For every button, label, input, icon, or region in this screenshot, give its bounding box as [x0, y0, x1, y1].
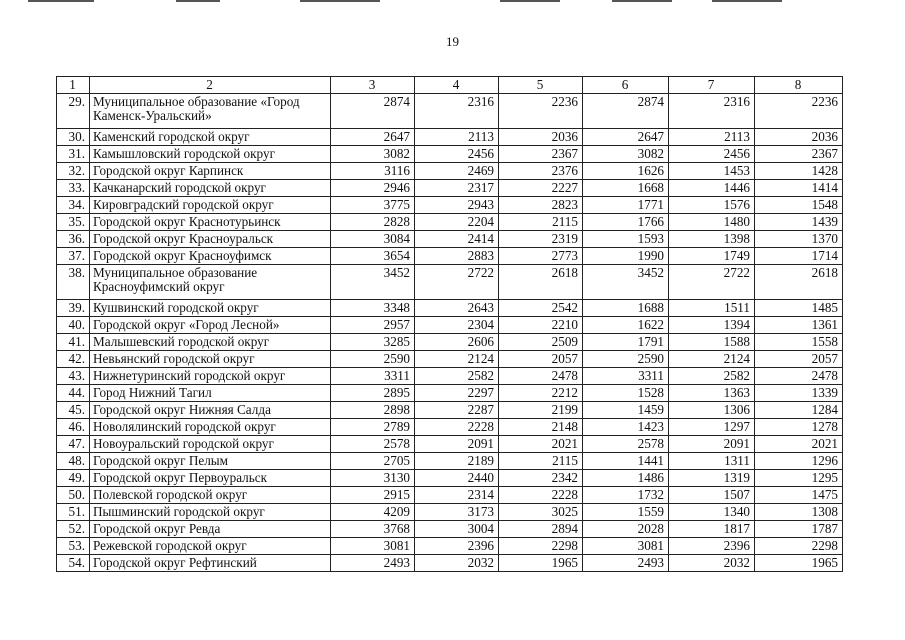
value-cell: 2228 — [415, 419, 499, 436]
value-cell: 2376 — [499, 163, 583, 180]
municipality-name: Городской округ Красноуральск — [90, 231, 331, 248]
value-cell: 1732 — [583, 487, 669, 504]
value-cell: 2590 — [583, 351, 669, 368]
row-number: 31. — [57, 146, 90, 163]
value-cell: 2287 — [415, 402, 499, 419]
value-cell: 1626 — [583, 163, 669, 180]
value-cell: 2789 — [331, 419, 415, 436]
value-cell: 3082 — [583, 146, 669, 163]
row-number: 34. — [57, 197, 90, 214]
value-cell: 2469 — [415, 163, 499, 180]
value-cell: 2396 — [669, 538, 755, 555]
row-number: 32. — [57, 163, 90, 180]
municipality-name: Новолялинский городской округ — [90, 419, 331, 436]
value-cell: 3082 — [331, 146, 415, 163]
value-cell: 1990 — [583, 248, 669, 265]
value-cell: 1688 — [583, 300, 669, 317]
table-row — [57, 248, 843, 265]
value-cell: 2618 — [499, 265, 583, 300]
table-row — [57, 487, 843, 504]
table-row — [57, 334, 843, 351]
municipality-name: Городской округ Рефтинский — [90, 555, 331, 572]
value-cell: 2414 — [415, 231, 499, 248]
table-row — [57, 146, 843, 163]
table-row — [57, 402, 843, 419]
value-cell: 2204 — [415, 214, 499, 231]
table-row — [57, 555, 843, 572]
value-cell: 1965 — [499, 555, 583, 572]
value-cell: 2957 — [331, 317, 415, 334]
value-cell: 2456 — [669, 146, 755, 163]
row-number: 51. — [57, 504, 90, 521]
table-row — [57, 504, 843, 521]
municipality-name: Город Нижний Тагил — [90, 385, 331, 402]
value-cell: 1485 — [755, 300, 843, 317]
value-cell: 3173 — [415, 504, 499, 521]
value-cell: 3285 — [331, 334, 415, 351]
value-cell: 1446 — [669, 180, 755, 197]
municipality-name: Городской округ «Город Лесной» — [90, 317, 331, 334]
value-cell: 2898 — [331, 402, 415, 419]
value-cell: 2113 — [669, 129, 755, 146]
table-row — [57, 368, 843, 385]
value-cell: 1295 — [755, 470, 843, 487]
value-cell: 2722 — [415, 265, 499, 300]
row-number: 35. — [57, 214, 90, 231]
column-header: 7 — [669, 77, 755, 94]
value-cell: 2057 — [499, 351, 583, 368]
municipality-name: Новоуральский городской округ — [90, 436, 331, 453]
value-cell: 2298 — [499, 538, 583, 555]
municipality-name: Нижнетуринский городской округ — [90, 368, 331, 385]
value-cell: 1308 — [755, 504, 843, 521]
table-row — [57, 419, 843, 436]
value-cell: 1475 — [755, 487, 843, 504]
value-cell: 2915 — [331, 487, 415, 504]
value-cell: 2316 — [415, 94, 499, 129]
row-number: 29. — [57, 94, 90, 129]
value-cell: 3654 — [331, 248, 415, 265]
value-cell: 3452 — [331, 265, 415, 300]
value-cell: 3348 — [331, 300, 415, 317]
value-cell: 2367 — [499, 146, 583, 163]
table-row — [57, 231, 843, 248]
municipality-name: Качканарский городской округ — [90, 180, 331, 197]
value-cell: 2297 — [415, 385, 499, 402]
column-header: 8 — [755, 77, 843, 94]
value-cell: 1363 — [669, 385, 755, 402]
value-cell: 1361 — [755, 317, 843, 334]
value-cell: 3116 — [331, 163, 415, 180]
value-cell: 2124 — [415, 351, 499, 368]
table-row — [57, 163, 843, 180]
value-cell: 1507 — [669, 487, 755, 504]
row-number: 40. — [57, 317, 90, 334]
row-number: 47. — [57, 436, 90, 453]
table-row — [57, 129, 843, 146]
row-number: 42. — [57, 351, 90, 368]
table-row — [57, 180, 843, 197]
row-number: 41. — [57, 334, 90, 351]
value-cell: 2874 — [583, 94, 669, 129]
column-header: 1 — [57, 77, 90, 94]
value-cell: 1480 — [669, 214, 755, 231]
value-cell: 1339 — [755, 385, 843, 402]
row-number: 37. — [57, 248, 90, 265]
row-number: 45. — [57, 402, 90, 419]
table-row — [57, 300, 843, 317]
municipality-name: Полевской городской округ — [90, 487, 331, 504]
value-cell: 2478 — [755, 368, 843, 385]
value-cell: 3768 — [331, 521, 415, 538]
municipality-name: Муниципальное образование Красноуфимский округ — [90, 265, 331, 300]
value-cell: 2943 — [415, 197, 499, 214]
value-cell: 2091 — [669, 436, 755, 453]
table-row — [57, 453, 843, 470]
value-cell: 4209 — [331, 504, 415, 521]
municipality-name: Городской округ Нижняя Салда — [90, 402, 331, 419]
value-cell: 2212 — [499, 385, 583, 402]
municipality-name: Кировградский городской округ — [90, 197, 331, 214]
value-cell: 1622 — [583, 317, 669, 334]
value-cell: 2578 — [331, 436, 415, 453]
value-cell: 2236 — [499, 94, 583, 129]
value-cell: 1398 — [669, 231, 755, 248]
value-cell: 2148 — [499, 419, 583, 436]
value-cell: 2894 — [499, 521, 583, 538]
value-cell: 3081 — [583, 538, 669, 555]
page-number: 19 — [446, 34, 459, 49]
column-header: 4 — [415, 77, 499, 94]
value-cell: 1441 — [583, 453, 669, 470]
table-row — [57, 521, 843, 538]
value-cell: 1319 — [669, 470, 755, 487]
value-cell: 2199 — [499, 402, 583, 419]
value-cell: 2582 — [669, 368, 755, 385]
value-cell: 2021 — [499, 436, 583, 453]
municipality-name: Пышминский городской округ — [90, 504, 331, 521]
value-cell: 2236 — [755, 94, 843, 129]
value-cell: 1311 — [669, 453, 755, 470]
value-cell: 2456 — [415, 146, 499, 163]
value-cell: 1486 — [583, 470, 669, 487]
value-cell: 1414 — [755, 180, 843, 197]
value-cell: 2606 — [415, 334, 499, 351]
value-cell: 2021 — [755, 436, 843, 453]
value-cell: 1714 — [755, 248, 843, 265]
value-cell: 2028 — [583, 521, 669, 538]
value-cell: 2722 — [669, 265, 755, 300]
row-number: 43. — [57, 368, 90, 385]
value-cell: 1559 — [583, 504, 669, 521]
municipality-name: Каменский городской округ — [90, 129, 331, 146]
value-cell: 2342 — [499, 470, 583, 487]
municipality-name: Городской округ Пелым — [90, 453, 331, 470]
table-row — [57, 351, 843, 368]
municipality-name: Малышевский городской округ — [90, 334, 331, 351]
value-cell: 3130 — [331, 470, 415, 487]
value-cell: 2823 — [499, 197, 583, 214]
value-cell: 2493 — [331, 555, 415, 572]
value-cell: 2883 — [415, 248, 499, 265]
municipality-name: Городской округ Карпинск — [90, 163, 331, 180]
value-cell: 3025 — [499, 504, 583, 521]
value-cell: 1558 — [755, 334, 843, 351]
column-header: 2 — [90, 77, 331, 94]
municipality-name: Муниципальное образование «Город Каменск-Уральский» — [90, 94, 331, 129]
value-cell: 2509 — [499, 334, 583, 351]
value-cell: 2478 — [499, 368, 583, 385]
value-cell: 2578 — [583, 436, 669, 453]
table-row — [57, 317, 843, 334]
value-cell: 1817 — [669, 521, 755, 538]
value-cell: 2057 — [755, 351, 843, 368]
value-cell: 2036 — [499, 129, 583, 146]
table-row — [57, 470, 843, 487]
row-number: 50. — [57, 487, 90, 504]
row-number: 38. — [57, 265, 90, 300]
value-cell: 2396 — [415, 538, 499, 555]
value-cell: 3311 — [583, 368, 669, 385]
value-cell: 3084 — [331, 231, 415, 248]
column-header: 3 — [331, 77, 415, 94]
value-cell: 3775 — [331, 197, 415, 214]
table-row — [57, 538, 843, 555]
value-cell: 1453 — [669, 163, 755, 180]
value-cell: 2319 — [499, 231, 583, 248]
value-cell: 2317 — [415, 180, 499, 197]
value-cell: 2705 — [331, 453, 415, 470]
row-number: 53. — [57, 538, 90, 555]
value-cell: 1766 — [583, 214, 669, 231]
municipality-name: Невьянский городской округ — [90, 351, 331, 368]
value-cell: 1668 — [583, 180, 669, 197]
value-cell: 2773 — [499, 248, 583, 265]
row-number: 46. — [57, 419, 90, 436]
value-cell: 2946 — [331, 180, 415, 197]
value-cell: 1548 — [755, 197, 843, 214]
value-cell: 1297 — [669, 419, 755, 436]
value-cell: 2542 — [499, 300, 583, 317]
value-cell: 1394 — [669, 317, 755, 334]
value-cell: 2314 — [415, 487, 499, 504]
value-cell: 2582 — [415, 368, 499, 385]
municipality-name: Режевской городской округ — [90, 538, 331, 555]
value-cell: 1771 — [583, 197, 669, 214]
value-cell: 1439 — [755, 214, 843, 231]
value-cell: 1787 — [755, 521, 843, 538]
municipality-name: Городской округ Ревда — [90, 521, 331, 538]
row-number: 49. — [57, 470, 90, 487]
value-cell: 2440 — [415, 470, 499, 487]
value-cell: 1296 — [755, 453, 843, 470]
value-cell: 1459 — [583, 402, 669, 419]
value-cell: 2367 — [755, 146, 843, 163]
scan-edge-marks — [0, 0, 905, 4]
row-number: 52. — [57, 521, 90, 538]
table-row — [57, 265, 843, 300]
value-cell: 2032 — [669, 555, 755, 572]
value-cell: 1528 — [583, 385, 669, 402]
value-cell: 3004 — [415, 521, 499, 538]
value-cell: 2316 — [669, 94, 755, 129]
column-header: 6 — [583, 77, 669, 94]
value-cell: 2091 — [415, 436, 499, 453]
value-cell: 1306 — [669, 402, 755, 419]
value-cell: 2298 — [755, 538, 843, 555]
municipality-name: Городской округ Красноуфимск — [90, 248, 331, 265]
column-header: 5 — [499, 77, 583, 94]
row-number: 48. — [57, 453, 90, 470]
value-cell: 2643 — [415, 300, 499, 317]
value-cell: 1284 — [755, 402, 843, 419]
municipality-name: Камышловский городской округ — [90, 146, 331, 163]
value-cell: 1576 — [669, 197, 755, 214]
value-cell: 2210 — [499, 317, 583, 334]
table-body — [57, 77, 843, 572]
value-cell: 2036 — [755, 129, 843, 146]
value-cell: 1511 — [669, 300, 755, 317]
table-row — [57, 94, 843, 129]
header-row — [57, 77, 843, 94]
value-cell: 2228 — [499, 487, 583, 504]
value-cell: 2124 — [669, 351, 755, 368]
table-row — [57, 214, 843, 231]
value-cell: 2227 — [499, 180, 583, 197]
value-cell: 2189 — [415, 453, 499, 470]
table-row — [57, 197, 843, 214]
value-cell: 1423 — [583, 419, 669, 436]
table-row — [57, 385, 843, 402]
value-cell: 1749 — [669, 248, 755, 265]
value-cell: 1278 — [755, 419, 843, 436]
municipality-name: Городской округ Краснотурьинск — [90, 214, 331, 231]
row-number: 36. — [57, 231, 90, 248]
value-cell: 1428 — [755, 163, 843, 180]
value-cell: 1593 — [583, 231, 669, 248]
value-cell: 2115 — [499, 214, 583, 231]
value-cell: 2895 — [331, 385, 415, 402]
row-number: 54. — [57, 555, 90, 572]
value-cell: 2115 — [499, 453, 583, 470]
value-cell: 2647 — [331, 129, 415, 146]
value-cell: 2618 — [755, 265, 843, 300]
value-cell: 2113 — [415, 129, 499, 146]
value-cell: 2032 — [415, 555, 499, 572]
value-cell: 2493 — [583, 555, 669, 572]
municipality-name: Городской округ Первоуральск — [90, 470, 331, 487]
value-cell: 1370 — [755, 231, 843, 248]
value-cell: 1340 — [669, 504, 755, 521]
value-cell: 2590 — [331, 351, 415, 368]
row-number: 44. — [57, 385, 90, 402]
value-cell: 3081 — [331, 538, 415, 555]
value-cell: 1965 — [755, 555, 843, 572]
data-table — [56, 76, 843, 572]
value-cell: 3452 — [583, 265, 669, 300]
table-row — [57, 436, 843, 453]
value-cell: 2647 — [583, 129, 669, 146]
value-cell: 2874 — [331, 94, 415, 129]
row-number: 33. — [57, 180, 90, 197]
value-cell: 1791 — [583, 334, 669, 351]
value-cell: 2828 — [331, 214, 415, 231]
municipality-name: Кушвинский городской округ — [90, 300, 331, 317]
value-cell: 2304 — [415, 317, 499, 334]
value-cell: 3311 — [331, 368, 415, 385]
row-number: 30. — [57, 129, 90, 146]
value-cell: 1588 — [669, 334, 755, 351]
row-number: 39. — [57, 300, 90, 317]
